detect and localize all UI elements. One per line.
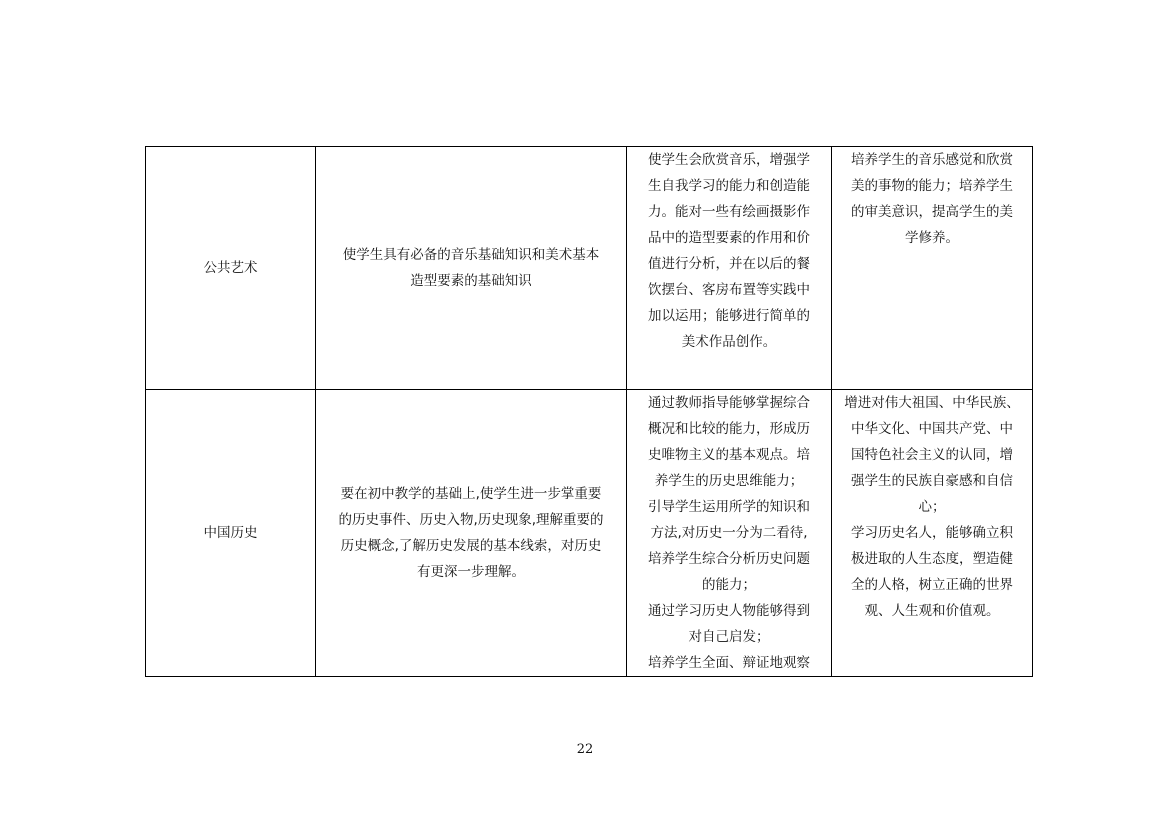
table-row [146,390,1033,677]
cell-text-line: 培养学生综合分析历史问题 [648,551,810,567]
subject-cell: 公共艺术 [146,147,316,390]
ability-cell [627,147,832,390]
cell-text-line: 全的人格，树立正确的世界 [851,577,1013,593]
cell-text-line: 强学生的民族自豪感和自信 [851,473,1013,489]
cell-text-line: 培养学生全面、辩证地观察 [648,655,810,671]
subject-cell: 中国历史 [146,390,316,677]
cell-text-line: 使学生会欣赏音乐，增强学 [648,152,810,168]
value-cell [832,390,1033,677]
cell-text-line: 历史概念,了解历史发展的基本线索，对历史 [340,538,602,554]
cell-text-line: 中华文化、中国共产党、中 [851,421,1013,437]
cell-text-line: 史唯物主义的基本观点。培 [648,447,810,463]
cell-text-line: 美术作品创作。 [681,334,777,350]
cell-text-line: 心； [918,499,946,515]
cell-text-line: 值进行分析，并在以后的餐 [648,256,810,272]
cell-text-line: 增进对伟大祖国、中华民族、 [844,395,1020,411]
cell-text-line: 极进取的人生态度，塑造健 [851,551,1013,567]
cell-text-line: 培养学生的音乐感觉和欣赏 [851,152,1013,168]
cell-text-line: 的能力； [702,577,756,593]
cell-text-line: 力。能对一些有绘画摄影作 [648,204,810,220]
cell-text-line: 观、人生观和价值观。 [864,603,1000,619]
cell-text-line: 引导学生运用所学的知识和 [648,499,810,515]
cell-text-line: 使学生具有必备的音乐基础知识和美术基本 [342,247,600,263]
cell-text-line: 饮摆台、客房布置等实践中 [648,282,810,298]
curriculum-table [145,146,1033,677]
cell-text-line: 通过教师指导能够掌握综合 [648,395,810,411]
cell-text-line: 美的事物的能力；培养学生 [851,178,1013,194]
knowledge-cell [316,147,627,390]
cell-text-line: 造型要素的基础知识 [410,273,532,289]
cell-text-line: 学习历史名人，能够确立积 [851,525,1013,541]
knowledge-cell [316,390,627,677]
cell-text-line: 有更深一步理解。 [417,564,525,580]
table-row [146,147,1033,390]
cell-text-line: 方法,对历史一分为二看待, [650,525,808,541]
page-number: 22 [576,742,594,757]
cell-text-line: 的审美意识，提高学生的美 [851,204,1013,220]
ability-cell [627,390,832,677]
cell-text-line: 加以运用；能够进行简单的 [648,308,810,324]
cell-text-line: 要在初中教学的基础上,使学生进一步掌重要 [340,486,602,502]
cell-text-line: 的历史事件、历史入物,历史现象,理解重要的 [338,512,604,528]
value-cell [832,147,1033,390]
cell-text-line: 通过学习历史人物能够得到 [648,603,810,619]
cell-text-line: 国特色社会主义的认同，增 [851,447,1013,463]
cell-text-line: 品中的造型要素的作用和价 [648,230,810,246]
cell-text-line: 生自我学习的能力和创造能 [648,178,810,194]
cell-text-line: 学修养。 [905,230,959,246]
cell-text-line: 对自己启发； [688,629,770,645]
cell-text-line: 概况和比较的能力，形成历 [648,421,810,437]
cell-text-line: 养学生的历史思维能力； [654,473,804,489]
